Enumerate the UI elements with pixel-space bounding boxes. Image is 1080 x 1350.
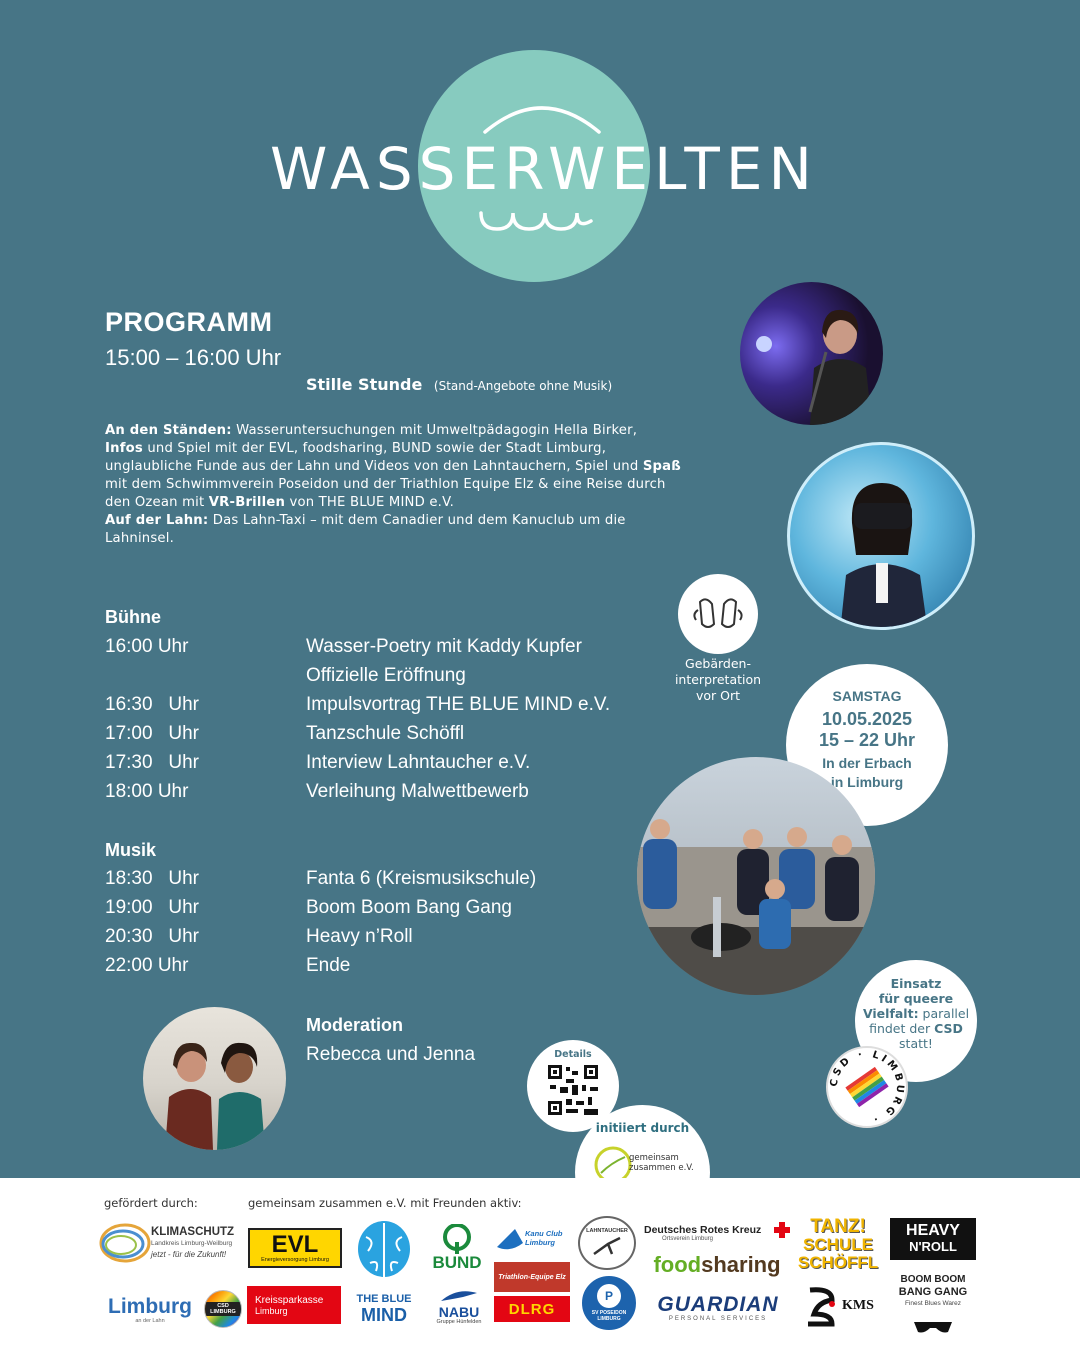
vr-label: VR-Brillen — [208, 495, 286, 510]
sign-language-badge — [678, 574, 758, 654]
csd-small-text: CSD LIMBURG — [205, 1302, 241, 1316]
vr-photo — [787, 442, 975, 630]
item-time: 22:00 Uhr — [105, 955, 189, 976]
list-item — [105, 781, 665, 807]
limburg-text: Limburg — [108, 1295, 192, 1318]
item-desc: Interview Lahntaucher e.V. — [306, 752, 531, 773]
stands-label: An den Ständen: — [105, 423, 232, 438]
list-item — [105, 752, 665, 778]
poseidon-text: SV POSEIDON LIMBURG — [591, 1310, 627, 1322]
item-time: 18:00 Uhr — [105, 781, 189, 802]
kreissparkasse-logo — [247, 1286, 341, 1324]
kms-note-icon — [802, 1284, 842, 1328]
csd-l1: Einsatz — [890, 976, 942, 991]
drk-sub: Ortsverein Limburg — [662, 1236, 714, 1242]
gebaerden-line3: vor Ort — [695, 688, 741, 703]
item-desc: Fanta 6 (Kreismusikschule) — [306, 868, 537, 889]
tanz-text1: TANZ! — [810, 1216, 866, 1237]
musik-list — [105, 868, 665, 988]
item-desc: Wasser-Poetry mit Kaddy Kupfer — [306, 636, 582, 657]
poetry-photo — [740, 282, 883, 425]
csd-l4b: CSD — [934, 1021, 963, 1036]
red-cross-icon — [774, 1222, 790, 1238]
csd-small-logo — [204, 1290, 242, 1328]
item-desc: Ende — [306, 955, 351, 976]
kanu-club-logo — [494, 1218, 570, 1258]
list-item — [105, 926, 665, 952]
dlrg-text: DLRG — [508, 1300, 556, 1318]
infos-label: Infos — [105, 441, 143, 456]
kanu-text: Kanu Club Limburg — [525, 1229, 563, 1247]
moderation-heading: Moderation — [306, 1015, 403, 1035]
klimaschutz-text: KLIMASCHUTZ — [151, 1225, 235, 1238]
evl-logo — [248, 1228, 342, 1268]
klimaschutz-logo — [95, 1216, 243, 1270]
stands-paragraph — [105, 422, 685, 548]
diver-icon — [590, 1234, 624, 1258]
poseidon-logo — [582, 1276, 636, 1330]
kms-text: KMS — [842, 1298, 874, 1313]
qr-code-icon[interactable] — [546, 1063, 600, 1117]
tanzschule-logo — [796, 1216, 880, 1274]
event-time: 15 – 22 Uhr — [818, 730, 916, 750]
limburg-sub: an der Lahn — [135, 1318, 165, 1324]
item-time: 20:30 Uhr — [105, 926, 199, 947]
bund-tree-icon — [442, 1224, 472, 1254]
boom-text2: BANG GANG — [898, 1286, 968, 1298]
title-block — [270, 40, 818, 290]
nabu-logo — [428, 1282, 490, 1330]
spass-label: Spaß — [642, 459, 681, 474]
item-desc: Boom Boom Bang Gang — [306, 897, 512, 918]
buehne-list — [105, 636, 665, 816]
kanu-icon — [495, 1223, 525, 1253]
csd-l4a: findet der — [869, 1021, 935, 1036]
stands-text2: und Spiel mit der EVL, foodsharing, BUND sowie der Stadt Limburg, unglaubliche Funde aus der Lahn und Videos von den Lahntauchern, Spiel und — [105, 441, 643, 474]
boom-text3: Finest Blues Warez — [904, 1300, 962, 1307]
item-desc: Tanzschule Schöffl — [306, 723, 465, 744]
stands-text4: von THE BLUE MIND e.V. — [285, 495, 454, 510]
stille-note: (Stand-Angebote ohne Musik) — [433, 379, 613, 393]
ksk-text2: Limburg — [255, 1305, 288, 1316]
moderators-photo — [143, 1007, 286, 1150]
kms-logo — [796, 1282, 880, 1330]
item-time: 19:00 Uhr — [105, 897, 199, 918]
initiiert-label: initiiert durch — [595, 1121, 690, 1135]
tanz-text3: SCHÖFFL — [797, 1253, 879, 1272]
item-desc: Heavy n’Roll — [306, 926, 413, 947]
klimaschutz-swirl-icon — [95, 1218, 151, 1268]
csd-l5: statt! — [899, 1036, 933, 1051]
sunglasses-icon — [912, 1318, 954, 1336]
guardian-text: GUARDIAN — [657, 1293, 779, 1316]
item-time: 17:00 Uhr — [105, 723, 199, 744]
csd-badge-text: CSD · LIMBURG · — [828, 1048, 906, 1125]
guardian-logo — [644, 1288, 792, 1328]
bund-text: BUND — [432, 1253, 482, 1272]
list-item — [105, 955, 665, 981]
tanz-text2: SCHULE — [803, 1235, 873, 1254]
vr-image — [790, 445, 975, 630]
programm-time: 15:00 – 16:00 Uhr — [105, 345, 282, 370]
lahntaucher-logo — [578, 1216, 636, 1270]
bluemind-brain-icon — [352, 1218, 416, 1282]
stille-stunde — [306, 375, 612, 394]
speaker-image — [740, 282, 883, 425]
triathlon-logo — [494, 1262, 570, 1292]
stands-text1: Wasseruntersuchungen mit Umweltpädagogin Hella Birker, — [231, 423, 638, 438]
stille-title: Stille Stunde — [306, 375, 423, 394]
stork-icon — [439, 1287, 479, 1305]
item-time: 17:30 Uhr — [105, 752, 199, 773]
event-date: 10.05.2025 — [821, 709, 913, 729]
moderators-image — [143, 1007, 286, 1150]
lahn-text: Das Lahn-Taxi – mit dem Canadier und dem Kanuclub um die Lahninsel. — [105, 513, 626, 546]
list-item — [105, 897, 665, 923]
triathlon-text: Triathlon-Equipe Elz — [498, 1273, 566, 1281]
details-label: Details — [554, 1049, 592, 1060]
csd-l3a: Vielfalt: — [862, 1006, 919, 1021]
gebaerden-line1: Gebärden- — [685, 656, 751, 671]
csd-l2: für queere — [878, 991, 954, 1006]
item-desc: Impulsvortrag THE BLUE MIND e.V. — [306, 694, 611, 715]
evl-text: EVL — [271, 1231, 319, 1258]
nabu-sub: Gruppe Hünfelden — [436, 1319, 482, 1325]
sign-language-icon — [678, 574, 758, 654]
ksk-text: Kreissparkasse — [255, 1294, 324, 1306]
lahn-label: Auf der Lahn: — [105, 513, 209, 528]
list-item — [105, 636, 665, 662]
moderation-names: Rebecca und Jenna — [306, 1044, 476, 1065]
item-time: 18:30 Uhr — [105, 868, 199, 889]
dlrg-logo — [494, 1296, 570, 1322]
csd-logo — [828, 1048, 906, 1126]
klimaschutz-sub: Landkreis Limburg-Weilburg — [151, 1239, 233, 1247]
musik-heading: Musik — [105, 840, 157, 860]
list-item — [105, 694, 665, 720]
heavy-nroll-logo — [890, 1218, 976, 1260]
boom-text1: BOOM BOOM — [900, 1274, 966, 1285]
lahntaucher-text: LAHNTAUCHER — [586, 1228, 628, 1234]
list-item — [105, 723, 665, 749]
event-day: SAMSTAG — [832, 688, 902, 704]
item-desc: Offizielle Eröffnung — [306, 665, 466, 686]
event-place2: in Limburg — [830, 774, 904, 790]
item-time: 16:30 Uhr — [105, 694, 199, 715]
heavy-text2: N'ROLL — [909, 1239, 957, 1254]
drk-text: Deutsches Rotes Kreuz — [644, 1224, 762, 1236]
klimaschutz-tagline: jetzt - für die Zukunft! — [151, 1249, 227, 1259]
gebaerden-line2: interpretation — [674, 672, 762, 687]
band-image — [637, 757, 875, 995]
list-item — [105, 868, 665, 894]
waves-icon — [477, 205, 597, 235]
bund-logo — [426, 1220, 488, 1276]
sun-arc-icon — [477, 94, 607, 134]
drk-logo — [644, 1218, 790, 1248]
csd-badge — [826, 1046, 908, 1128]
item-time: 16:00 Uhr — [105, 636, 189, 657]
buehne-heading: Bühne — [105, 607, 161, 627]
heavy-text1: HEAVY — [906, 1222, 960, 1239]
item-desc: Verleihung Malwettbewerb — [306, 781, 529, 802]
programm-heading: PROGRAMM — [105, 307, 273, 337]
foodsharing-logo — [644, 1250, 790, 1280]
gebaerden-text — [660, 656, 776, 704]
nabu-text: NABU — [438, 1304, 480, 1320]
org-line2: zusammen e.V. — [629, 1163, 694, 1173]
csd-l3b: parallel — [918, 1006, 970, 1021]
page-title: WASSERWELTEN — [270, 135, 818, 203]
gemeinsam-label: gemeinsam zusammen e.V. mit Freunden aktiv: — [248, 1196, 522, 1210]
event-place1: In der Erbach — [822, 755, 912, 771]
bluemind-text2: MIND — [361, 1305, 407, 1325]
foodsharing-a: food — [653, 1252, 702, 1277]
limburg-logo — [100, 1288, 200, 1332]
evl-sub: Energieversorgung Limburg — [261, 1257, 329, 1263]
gefoerdert-label: gefördert durch: — [104, 1196, 198, 1210]
list-item — [105, 665, 665, 691]
bluemind-text1: THE BLUE — [356, 1293, 412, 1305]
bluemind-logo — [350, 1286, 418, 1328]
stands-text3: mit dem Schwimmverein Poseidon und der Triathlon Equipe Elz & eine Reise durch den Ozean mit — [105, 477, 666, 510]
poseidon-icon: P — [597, 1284, 621, 1308]
boom-bang-gang-logo — [890, 1270, 976, 1314]
band-photo — [637, 757, 875, 995]
org-line1: gemeinsam — [629, 1153, 679, 1163]
guardian-sub: PERSONAL SERVICES — [668, 1316, 768, 1322]
foodsharing-b: sharing — [701, 1252, 781, 1277]
sponsors-footer — [0, 1178, 1080, 1350]
